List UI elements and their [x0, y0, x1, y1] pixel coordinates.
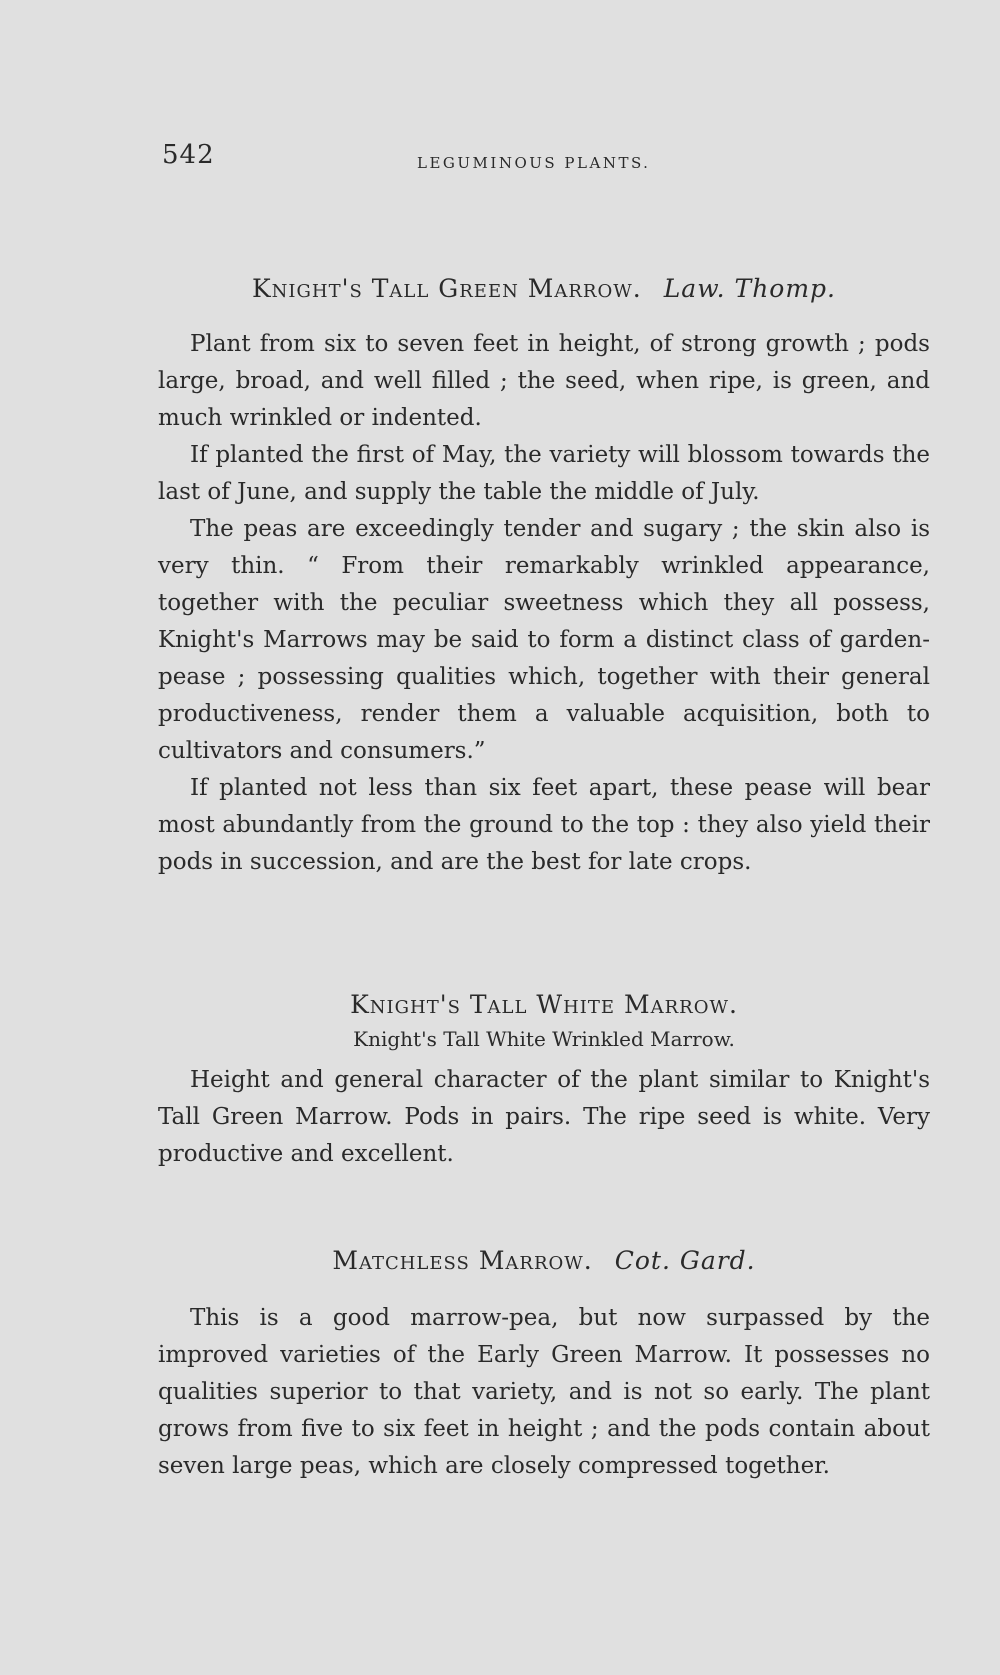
paragraph: The peas are exceedingly tender and sugary ; the skin also is very thin. “ From their remarkably wrinkled appearance, together with the peculiar sweetness which they all possess, Knight's Marrows may be said to form a distinct class of garden-pease ; possessing qualities which, together with their general productiveness, render them a valuable acquisition, both to cultivators and consumers.” — [158, 516, 930, 764]
paragraph: If planted not less than six feet apart, these pease will bear most abundantly from the ground to the top : they also yield their pods in succession, and are the best for late crops. — [158, 775, 930, 875]
section-knights-tall-green-marrow — [158, 272, 930, 881]
section-body — [158, 1300, 930, 1485]
section-authority: Law. Thomp. — [663, 274, 837, 303]
page-number: 542 — [162, 140, 215, 170]
paragraph: Plant from six to seven feet in height, of strong growth ; pods large, broad, and well filled ; the seed, when ripe, is green, and much wrinkled or indented. — [158, 331, 930, 431]
section-title — [158, 272, 930, 306]
section-title — [158, 1244, 930, 1278]
section-subtitle: Knight's Tall White Wrinkled Marrow. — [353, 1027, 735, 1051]
section-knights-tall-white-marrow — [158, 988, 930, 1173]
section-authority: Cot. Gard. — [614, 1246, 756, 1275]
paragraph: Height and general character of the plant similar to Knight's Tall Green Marrow. Pods in pairs. The ripe seed is white. Very productive and excellent. — [158, 1067, 930, 1167]
section-title-text: Knight's Tall Green Marrow. — [251, 274, 642, 303]
section-body — [158, 326, 930, 881]
section-matchless-marrow — [158, 1244, 930, 1485]
paragraph: If planted the first of May, the variety will blossom towards the last of June, and supply the table the middle of July. — [158, 442, 930, 505]
section-title-text: Matchless Marrow. — [332, 1246, 593, 1275]
running-title: LEGUMINOUS PLANTS. — [417, 154, 651, 172]
paragraph: This is a good marrow-pea, but now surpassed by the improved varieties of the Early Green Marrow. It possesses no qualities superior to that variety, and is not so early. The plant grows from five to six feet in height ; and the pods contain about seven large peas, which are closely compressed together. — [158, 1305, 930, 1479]
page-header — [162, 140, 922, 180]
section-body — [158, 1062, 930, 1173]
section-title-text: Knight's Tall White Marrow. — [350, 990, 738, 1019]
section-title — [158, 988, 930, 1022]
